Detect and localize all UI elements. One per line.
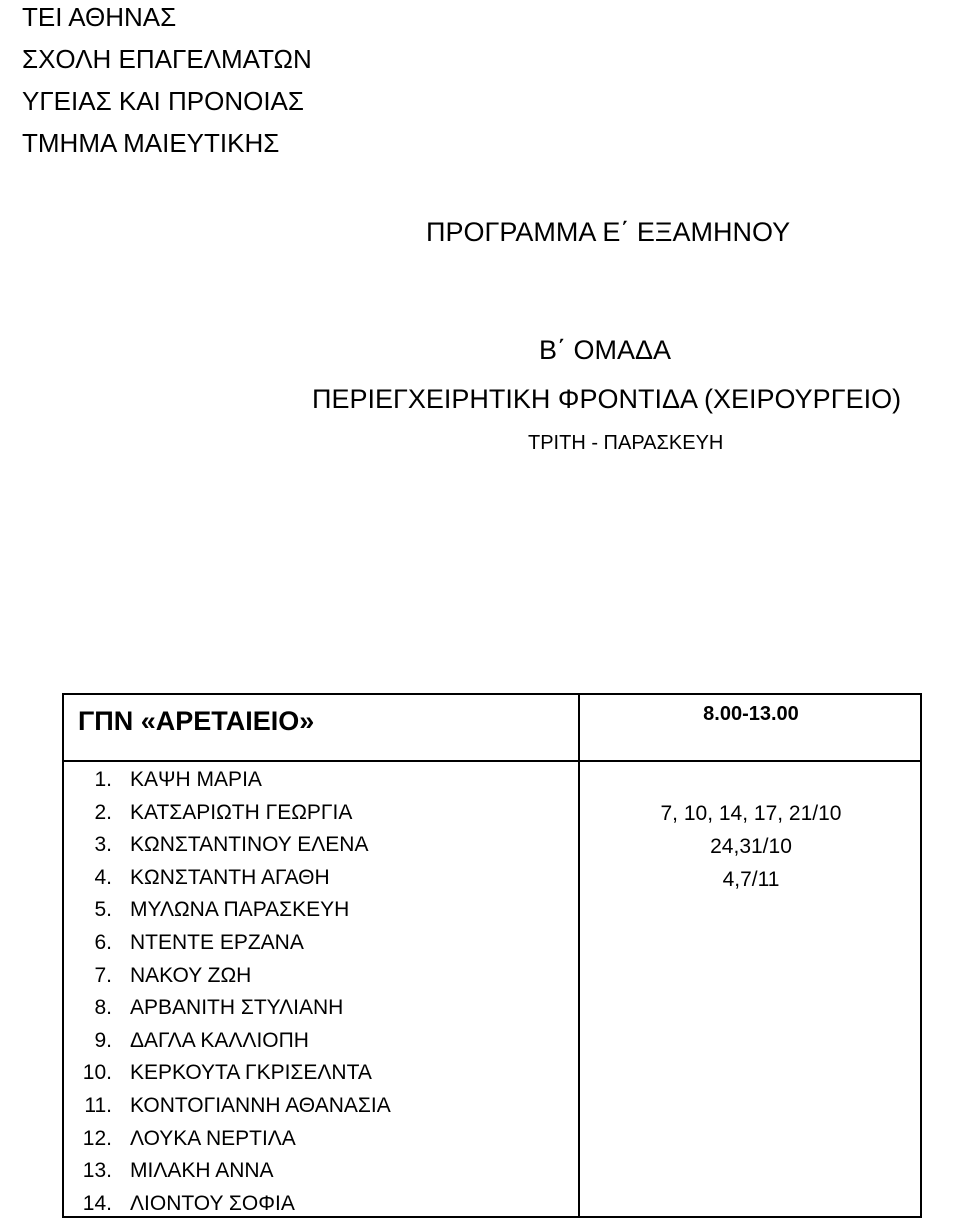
- list-item: [64, 1188, 391, 1221]
- student-name: ΜΥΛΩΝΑ ΠΑΡΑΣΚΕΥΗ: [130, 898, 350, 922]
- student-name: ΑΡΒΑΝΙΤΗ ΣΤΥΛΙΑΝΗ: [130, 996, 344, 1020]
- item-number: 7.: [94, 963, 112, 987]
- item-number: 11.: [84, 1093, 112, 1117]
- list-item: [64, 1155, 391, 1188]
- student-name: ΚΑΨΗ ΜΑΡΙΑ: [130, 768, 262, 791]
- list-item: [64, 992, 391, 1025]
- item-number: 12.: [82, 1126, 112, 1150]
- item-number: 13.: [82, 1159, 112, 1183]
- item-number: 5.: [94, 898, 112, 922]
- header-divider: [64, 760, 920, 762]
- item-number: 2.: [94, 800, 112, 824]
- school-name-line-2: ΥΓΕΙΑΣ ΚΑΙ ΠΡΟΝΟΙΑΣ: [22, 86, 304, 116]
- student-name: ΜΙΛΑΚΗ ΑΝΝΑ: [130, 1159, 274, 1183]
- item-number: 9.: [94, 1028, 112, 1052]
- list-item: [64, 894, 391, 927]
- clinical-subject-title: ΠΕΡΙΕΓΧΕΙΡΗΤΙΚΗ ΦΡΟΝΤΙΔΑ (ΧΕΙΡΟΥΡΓΕΙΟ): [312, 384, 902, 414]
- dates-line-2: 24,31/10: [710, 835, 792, 858]
- list-item: [64, 1025, 391, 1058]
- schedule-table: [62, 693, 922, 1218]
- list-item: [64, 797, 391, 830]
- student-name: ΚΩΝΣΤΑΝΤΙΝΟΥ ΕΛΕΝΑ: [130, 833, 369, 857]
- student-name: ΚΟΝΤΟΓΙΑΝΝΗ ΑΘΑΝΑΣΙΑ: [130, 1093, 391, 1117]
- item-number: 1.: [94, 768, 112, 791]
- shift-hours: 8.00-13.00: [703, 703, 799, 725]
- list-item: [64, 764, 391, 797]
- schedule-days: ΤΡΙΤΗ - ΠΑΡΑΣΚΕΥΗ: [528, 432, 724, 454]
- item-number: 3.: [94, 833, 112, 857]
- column-divider: [578, 695, 580, 1216]
- student-name: ΝΑΚΟΥ ΖΩΗ: [130, 963, 252, 987]
- list-item: [64, 927, 391, 960]
- student-name: ΛΟΥΚΑ ΝΕΡΤΙΛΑ: [130, 1126, 296, 1150]
- list-item: [64, 1057, 391, 1090]
- list-item: [64, 829, 391, 862]
- student-name: ΚΩΝΣΤΑΝΤΗ ΑΓΑΘΗ: [130, 865, 330, 889]
- item-number: 8.: [94, 996, 112, 1020]
- group-title: Β΄ ΟΜΑΔΑ: [538, 335, 672, 365]
- student-name: ΝΤΕΝΤΕ ΕΡΖΑΝΑ: [130, 930, 304, 954]
- student-name: ΛΙΟΝΤΟΥ ΣΟΦΙΑ: [130, 1191, 295, 1215]
- dates-line-3: 4,7/11: [722, 868, 780, 891]
- dates-line-1: 7, 10, 14, 17, 21/10: [660, 802, 842, 825]
- school-name-line-1: ΣΧΟΛΗ ΕΠΑΓΕΛΜΑΤΩΝ: [22, 44, 312, 74]
- program-title: ΠΡΟΓΡΑΜΜΑ Ε΄ ΕΞΑΜΗΝΟΥ: [426, 217, 791, 247]
- list-item: [64, 862, 391, 895]
- item-number: 10.: [82, 1061, 112, 1085]
- student-name: ΚΑΤΣΑΡΙΩΤΗ ΓΕΩΡΓΙΑ: [130, 800, 353, 824]
- rotation-dates: [580, 797, 922, 896]
- department-name: ΤΜΗΜΑ ΜΑΙΕΥΤΙΚΗΣ: [22, 128, 280, 158]
- item-number: 6.: [94, 930, 112, 954]
- institution-name: ΤΕΙ ΑΘΗΝΑΣ: [22, 2, 177, 32]
- list-item: [64, 1123, 391, 1156]
- student-list: [64, 764, 391, 1220]
- student-name: ΚΕΡΚΟΥΤΑ ΓΚΡΙΣΕΛΝΤΑ: [130, 1061, 372, 1085]
- list-item: [64, 1090, 391, 1123]
- hospital-name: ΓΠΝ «ΑΡΕΤΑΙΕΙΟ»: [78, 706, 315, 736]
- student-name: ΔΑΓΛΑ ΚΑΛΛΙΟΠΗ: [130, 1028, 309, 1052]
- item-number: 14.: [82, 1191, 112, 1215]
- list-item: [64, 960, 391, 993]
- item-number: 4.: [94, 865, 112, 889]
